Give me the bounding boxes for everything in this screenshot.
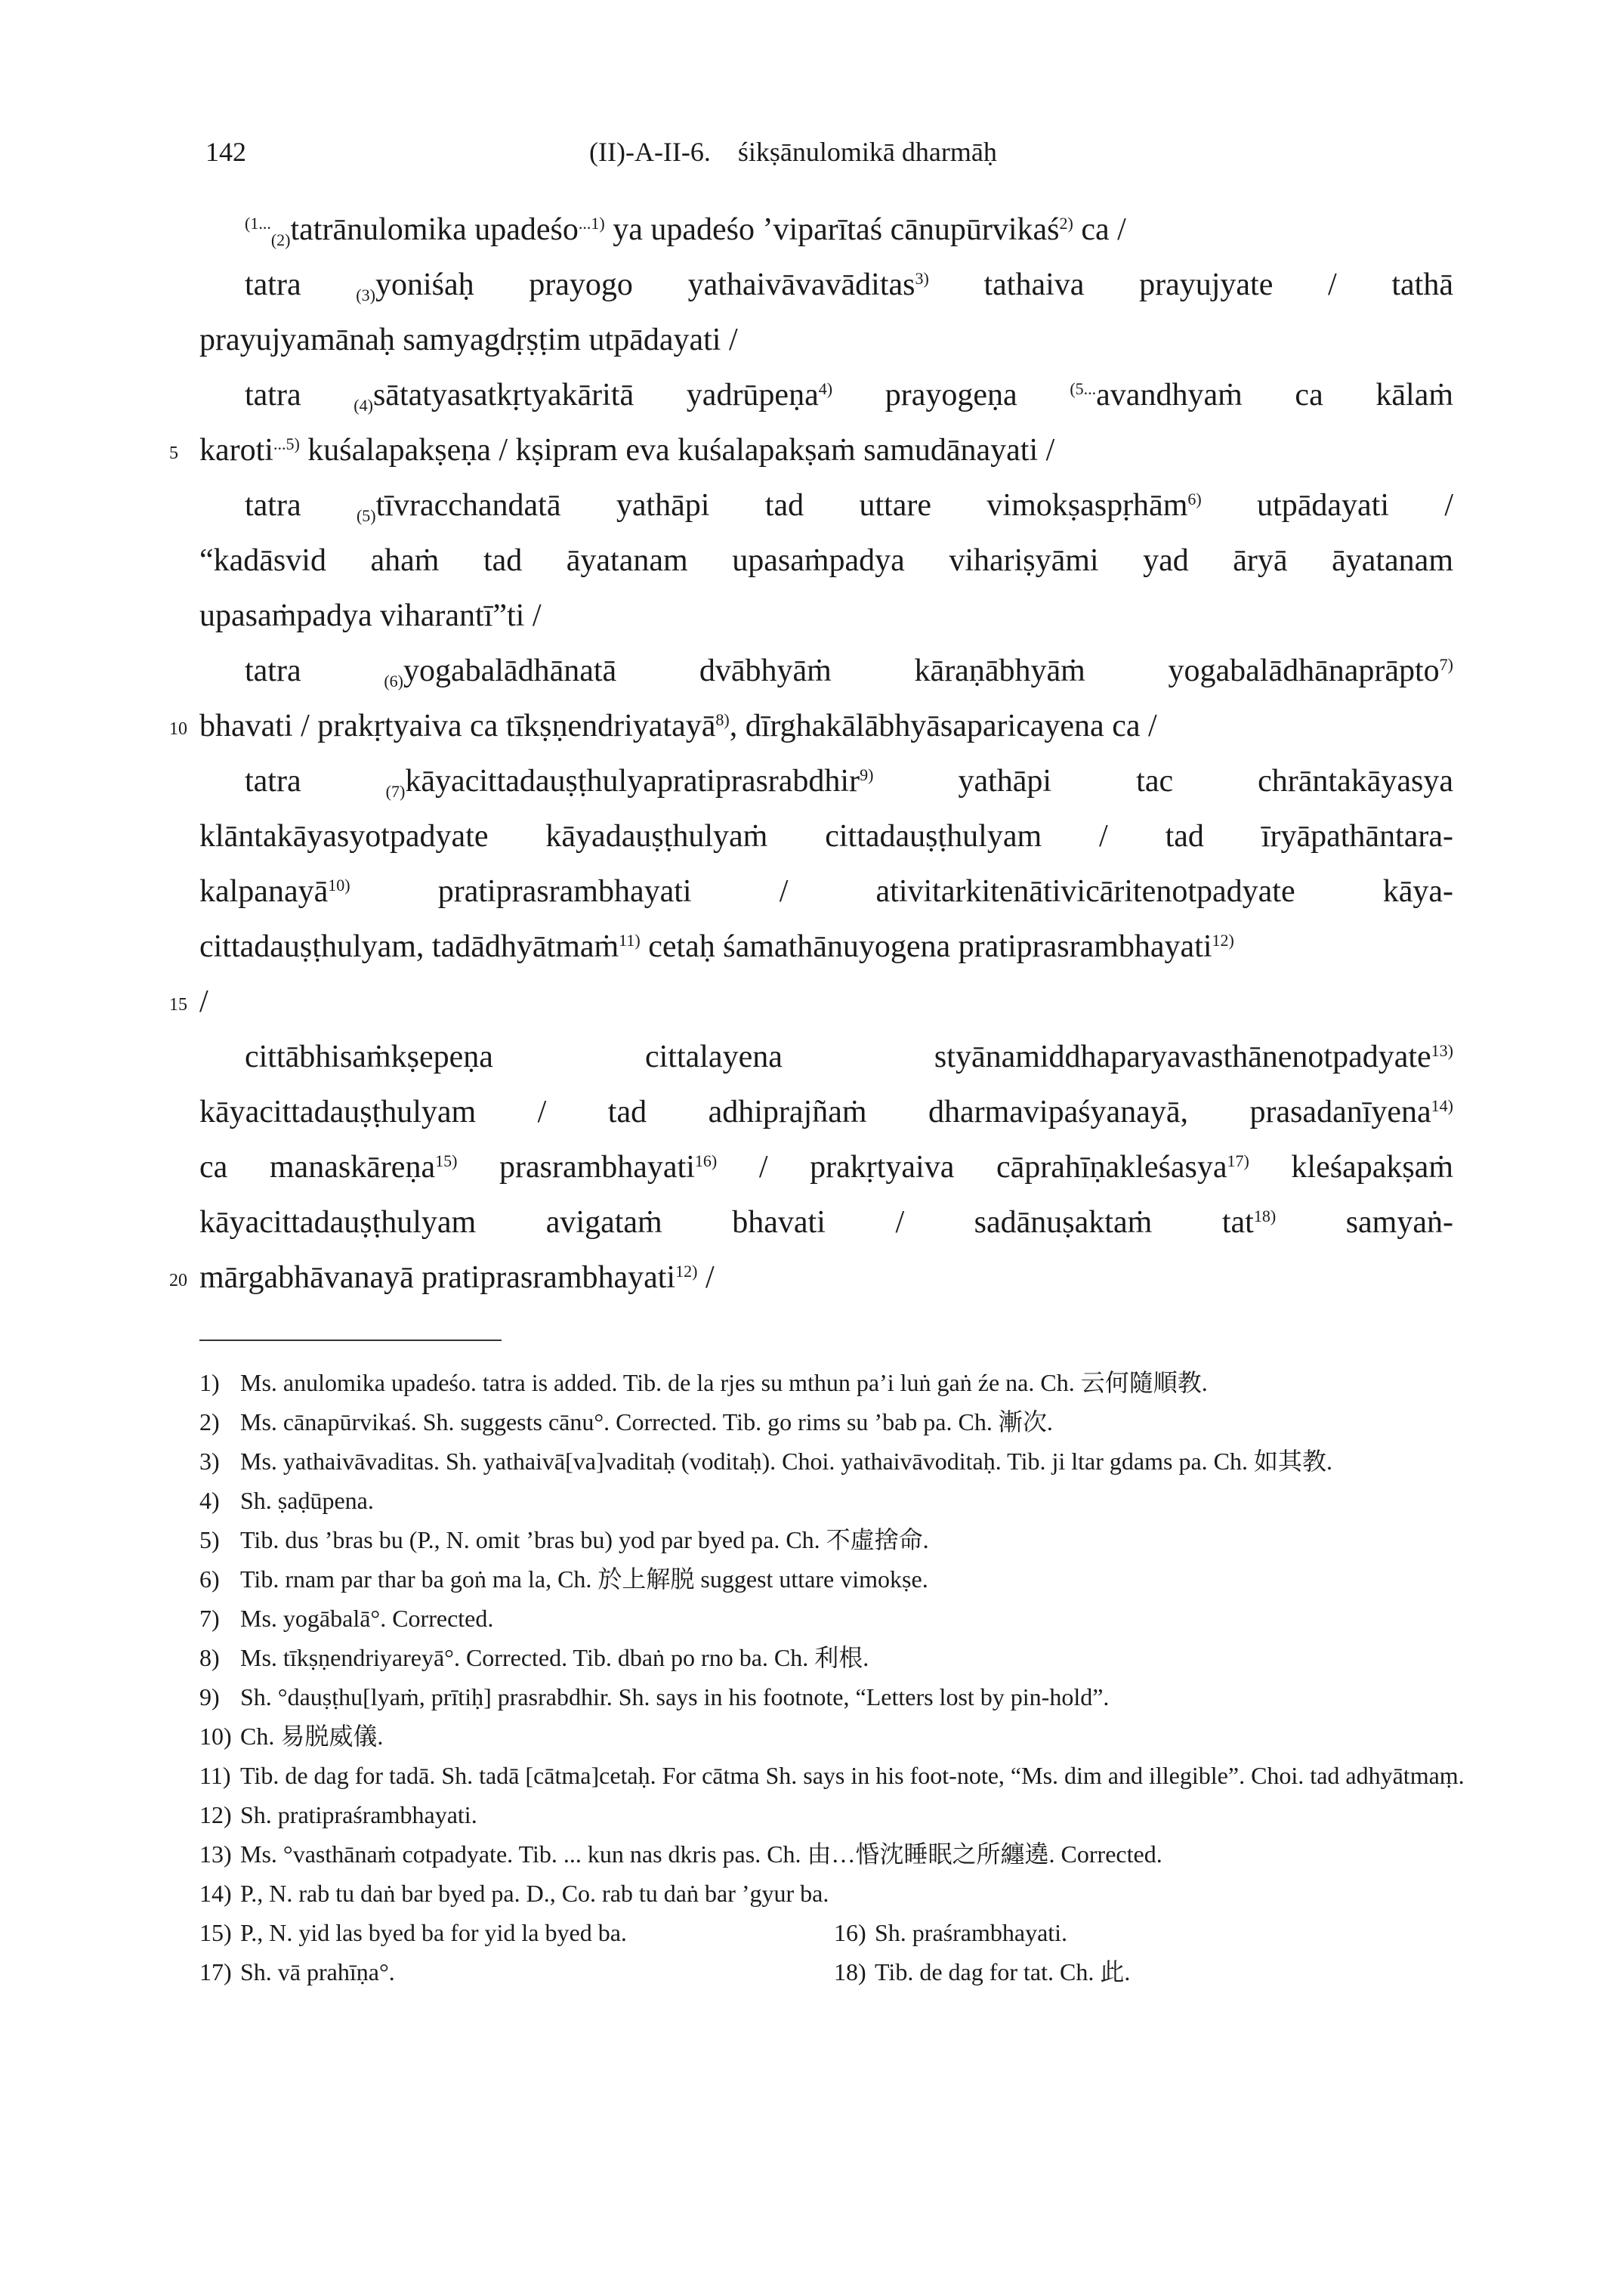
footnote: 1) Ms. anulomika upadeśo. tatra is added. Tib. de la rjes su mthun pa’i luṅ gaṅ źe na. Ch. 云何隨順教. [199,1369,1208,1396]
text-line-12: klāntakāyasyotpadyate kāyadauṣṭhulyaṁ cittadauṣṭhulyam / tad īryāpathāntara- [199,819,1453,854]
text-line-4: tatra $_{(4)}$sātatyasatkṛtyakāritā yadrūpeṇa$^{4)}$ prayogeṇa $^{(5...}$avandhyaṁ ca kālaṁ [245,378,1454,415]
line-number: 15 [169,995,187,1015]
text-line-18: ca manaskāreṇa$^{15)}$ prasrambhayati$^{16)}$ / prakṛtyaiva cāprahīṇakleśasya$^{17)}$ kleśapakṣaṁ [199,1150,1453,1185]
footnote: 2) Ms. cānapūrvikaś. Sh. suggests cānu°. Corrected. Tib. go rims su ’bab pa. Ch. 漸次. [199,1408,1053,1435]
footnotes [199,1367,1468,1996]
text-line-1: $^{(1...}_{(2)}$tatrānulomika upadeśo$^{...1)}$ ya upadeśo ’viparītaś cānupūrvikaś$^{2)}$ ca / [245,212,1126,249]
text-line-11: tatra $_{(7)}$kāyacittadauṣṭhulyapratiprasrabdhir$^{9)}$ yathāpi tac chrāntakāyasya [245,764,1453,801]
footnote: 4) Sh. ṣaḍūpena. [199,1487,374,1514]
footnote: 15) P., N. yid las byed ba for yid la byed ba. [199,1919,627,1946]
text-line-10: 10 bhavati / prakṛtyaiva ca tīkṣṇendriyatayā$^{8)}$, dīrghakālābhyāsaparicayena ca / [199,699,1453,754]
text-line-17: kāyacittadauṣṭhulyam / tad adhiprajñaṁ dharmavipaśyanayā, prasadanīyena$^{14)}$ [199,1095,1453,1129]
footnote: 11) Tib. de dag for tadā. Sh. tadā [cātma]cetaḥ. For cātma Sh. says in his foot-note, “Ms. dim and illegible”. Choi. tad adhyātmaṃ. [199,1762,1465,1789]
footnote: 12) Sh. pratipraśrambhayati. [199,1801,477,1828]
text-line-2: tatra $_{(3)}$yoniśaḥ prayogo yathaivāvavāditas$^{3)}$ tathaiva prayujyate / tathā [245,267,1453,304]
footnote: 16) Sh. praśrambhayati. [834,1919,1068,1946]
footnote: 6) Tib. rnam par thar ba goṅ ma la, Ch. 於上解脱 suggest uttare vimokṣe. [199,1565,928,1593]
footnote: 17) Sh. vā prahīṇa°. [199,1958,395,1985]
line-number: 20 [169,1271,187,1290]
footnote-row [199,1957,1468,1996]
text-line-6: tatra $_{(5)}$tīvracchandatā yathāpi tad uttare vimokṣaspṛhām$^{6)}$ utpādayati / [245,488,1454,525]
footnote: 7) Ms. yogābalā°. Corrected. [199,1605,494,1632]
footnote-row [199,1917,1468,1957]
footnote: 13) Ms. °vasthānaṁ cotpadyate. Tib. ... kun nas dkris pas. Ch. 由…惛沈睡眠之所纏遶. Corrected. [199,1840,1162,1868]
footnote: 10) Ch. 易脱威儀. [199,1723,384,1750]
text-line-9: tatra $_{(6)}$yogabalādhānatā dvābhyāṁ kāraṇābhyāṁ yogabalādhānaprāpto$^{7)}$ [245,654,1453,691]
footnote-rule [199,1340,502,1341]
running-title: (II)-A-II-6. śikṣānulomikā dharmāḥ [589,137,997,167]
text-line-3: prayujyamānaḥ samyagdṛṣṭim utpādayati / [199,323,738,357]
main-text [169,202,1454,1306]
text-line-14: cittadauṣṭhulyam, tadādhyātmaṁ$^{11)}$ cetaḥ śamathānuyogena pratiprasrambhayati$^{12)}$ [199,929,1234,964]
text-line-5: 5 karoti$^{...5)}$ kuśalapakṣeṇa / kṣipram eva kuśalapakṣaṁ samudānayati / [199,423,1453,478]
text-line-20: 20 mārgabhāvanayā pratiprasrambhayati$^{12)}$ / [199,1250,1453,1306]
footnote: 5) Tib. dus ’bras bu (P., N. omit ’bras bu) yod par byed pa. Ch. 不虛捨命. [199,1526,929,1553]
text-line-15: 15 / [199,975,1453,1030]
line-number: 5 [169,443,178,463]
text-line-19: kāyacittadauṣṭhulyam avigataṁ bhavati / sadānuṣaktaṁ tat$^{18)}$ samyaṅ- [199,1205,1453,1240]
footnote: 18) Tib. de dag for tat. Ch. 此. [834,1958,1131,1985]
text-line-7: “kadāsvid ahaṁ tad āyatanam upasaṁpadya vihariṣyāmi yad āryā āyatanam [199,543,1453,578]
text-line-16: cittābhisaṁkṣepeṇa cittalayena styānamiddhaparyavasthānenotpadyate$^{13)}$ [245,1040,1453,1074]
page-header [205,136,1452,174]
footnote: 9) Sh. °dauṣṭhu[lyaṁ, prītiḥ] prasrabdhir. Sh. says in his footnote, “Letters lost by pin-hold”. [199,1683,1110,1710]
line-number: 10 [169,719,187,739]
page-number: 142 [205,137,246,167]
footnote: 8) Ms. tīkṣṇendriyareyā°. Corrected. Tib. dbaṅ po rno ba. Ch. 利根. [199,1644,869,1671]
text-line-8: upasaṁpadya viharantī”ti / [199,598,542,633]
footnote: 3) Ms. yathaivāvaditas. Sh. yathaivā[va]vaditaḥ (voditaḥ). Choi. yathaivāvoditaḥ. Tib. ji ltar gdams pa. Ch. 如其教. [199,1448,1332,1475]
text-line-13: kalpanayā$^{10)}$ pratiprasrambhayati / ativitarkitenātivicāritenotpadyate kāya- [199,874,1453,909]
footnote: 14) P., N. rab tu daṅ bar byed pa. D., Co. rab tu daṅ bar ’gyur ba. [199,1880,829,1907]
